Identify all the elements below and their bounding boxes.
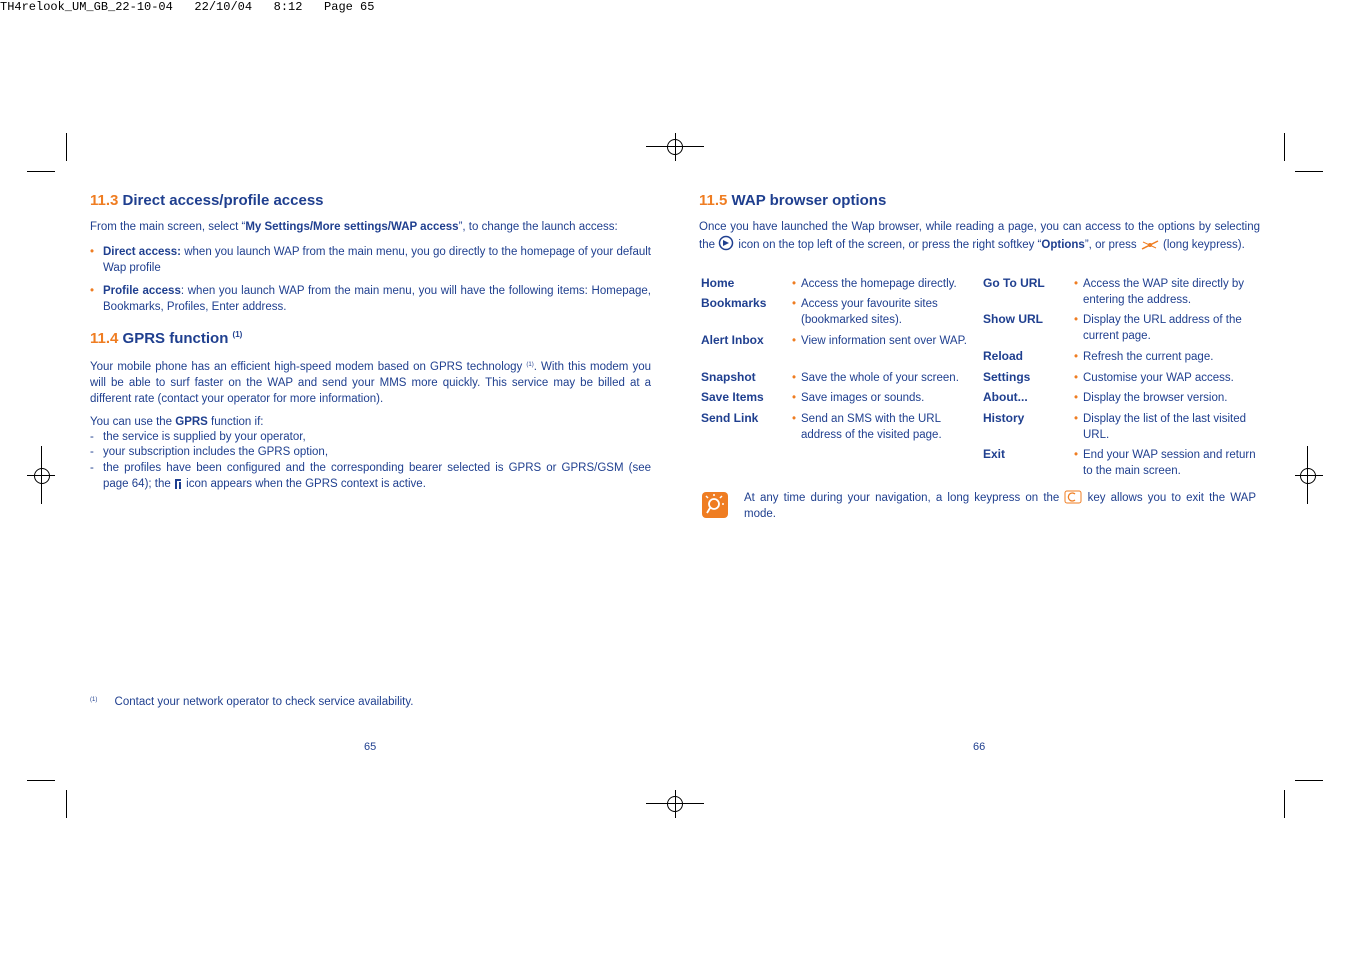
crop-mark bbox=[1284, 133, 1285, 161]
registration-mark bbox=[34, 468, 50, 484]
footnote: $^{(1)}$ Contact your network operator to check service availability. bbox=[90, 696, 414, 708]
print-slug: TH4relook_UM_GB_22-10-04 22/10/04 8:12 Page 65 bbox=[0, 0, 375, 14]
registration-mark bbox=[1307, 446, 1308, 504]
section-heading-direct-access: 11.3 Direct access/profile access bbox=[90, 192, 324, 209]
option-term-home: Home bbox=[701, 276, 735, 290]
crop-mark bbox=[66, 133, 67, 161]
option-term-exit: Exit bbox=[983, 447, 1006, 461]
wap-key-icon bbox=[1140, 239, 1160, 251]
option-desc-snapshot: • Save the whole of your screen. bbox=[792, 372, 959, 384]
option-term-send-link: Send Link bbox=[701, 411, 759, 425]
option-term-settings: Settings bbox=[983, 370, 1031, 384]
crop-mark bbox=[1284, 790, 1285, 818]
crop-mark bbox=[66, 790, 67, 818]
direct-access-intro: From the main screen, select “My Settings/More settings/WAP access”, to change the launch access: bbox=[90, 221, 618, 233]
option-term-bookmarks: Bookmarks bbox=[701, 296, 767, 310]
option-term-alert-inbox: Alert Inbox bbox=[701, 333, 764, 347]
gprs-condition-item: - the profiles have been configured and the corresponding bearer selected is GPRS or GPRS/GSM (see page 64); the icon appears when the GPRS context is active. bbox=[90, 462, 651, 490]
registration-mark bbox=[1300, 468, 1316, 484]
registration-mark bbox=[675, 133, 676, 161]
option-desc-bookmarks: • Access your favourite sites (bookmarked sites). bbox=[792, 298, 938, 326]
gprs-condition-item: - the service is supplied by your operator, bbox=[90, 431, 306, 443]
section-heading-gprs: 11.4 GPRS function $^{(1)}$ bbox=[90, 330, 243, 347]
registration-mark bbox=[1295, 475, 1323, 476]
option-desc-reload: • Refresh the current page. bbox=[1074, 351, 1214, 363]
option-term-history: History bbox=[983, 411, 1025, 425]
page-number-right: 66 bbox=[973, 741, 986, 753]
option-desc-go-to-url: • Access the WAP site directly by entering the address. bbox=[1074, 278, 1245, 306]
section-heading-wap-browser-options: 11.5 WAP browser options bbox=[699, 192, 887, 209]
tip-icon bbox=[702, 492, 728, 518]
crop-mark bbox=[1295, 780, 1323, 781]
page-number-left: 65 bbox=[364, 741, 377, 753]
option-term-reload: Reload bbox=[983, 349, 1024, 363]
option-term-snapshot: Snapshot bbox=[701, 370, 756, 384]
bullet-direct-access: • Direct access: when you launch WAP from the main menu, you go directly to the homepage of your default Wap profile bbox=[90, 246, 651, 274]
crop-mark bbox=[27, 171, 55, 172]
gprs-icon bbox=[174, 478, 183, 490]
option-desc-settings: • Customise your WAP access. bbox=[1074, 372, 1234, 384]
crop-mark bbox=[1295, 171, 1323, 172]
bullet-profile-access: • Profile access: when you launch WAP from the main menu, you will have the following items: Homepage, Bookmarks, Profiles, Enter address. bbox=[90, 285, 651, 313]
option-term-show-url: Show URL bbox=[983, 312, 1043, 326]
option-desc-send-link: • Send an SMS with the URL address of the visited page. bbox=[792, 413, 942, 441]
option-desc-alert-inbox: • View information sent over WAP. bbox=[792, 335, 967, 347]
clear-key-icon bbox=[1064, 490, 1082, 504]
registration-mark bbox=[41, 446, 42, 504]
wap-options-intro: Once you have launched the Wap browser, while reading a page, you can access to the options by selecting the icon on the top left of the screen, or press the right softkey “Options”, or press (long keypress). bbox=[699, 221, 1260, 251]
gprs-condition-item: - your subscription includes the GPRS option, bbox=[90, 446, 329, 458]
gprs-conditions-intro: You can use the GPRS function if: bbox=[90, 416, 264, 428]
browser-menu-icon bbox=[718, 235, 735, 251]
option-desc-home: • Access the homepage directly. bbox=[792, 278, 957, 290]
option-desc-about: • Display the browser version. bbox=[1074, 392, 1228, 404]
gprs-description: Your mobile phone has an efficient high-speed modem based on GPRS technology $^{(1)}$. With this modem you will be able to surf faster on the WAP and send your MMS more quickly. This service may be billed at a different rate (contact your operator for more information). bbox=[90, 361, 652, 405]
option-desc-save-items: • Save images or sounds. bbox=[792, 392, 925, 404]
option-term-save-items: Save Items bbox=[701, 390, 764, 404]
option-term-go-to-url: Go To URL bbox=[983, 276, 1045, 290]
registration-mark bbox=[675, 790, 676, 818]
crop-mark bbox=[27, 780, 55, 781]
option-desc-history: • Display the list of the last visited URL. bbox=[1074, 413, 1246, 441]
option-desc-exit: • End your WAP session and return to the main screen. bbox=[1074, 449, 1256, 477]
option-desc-show-url: • Display the URL address of the current page. bbox=[1074, 314, 1242, 342]
option-term-about: About... bbox=[983, 390, 1028, 404]
tip-text: At any time during your navigation, a long keypress on the key allows you to exit the WAP mode. bbox=[744, 492, 1256, 520]
